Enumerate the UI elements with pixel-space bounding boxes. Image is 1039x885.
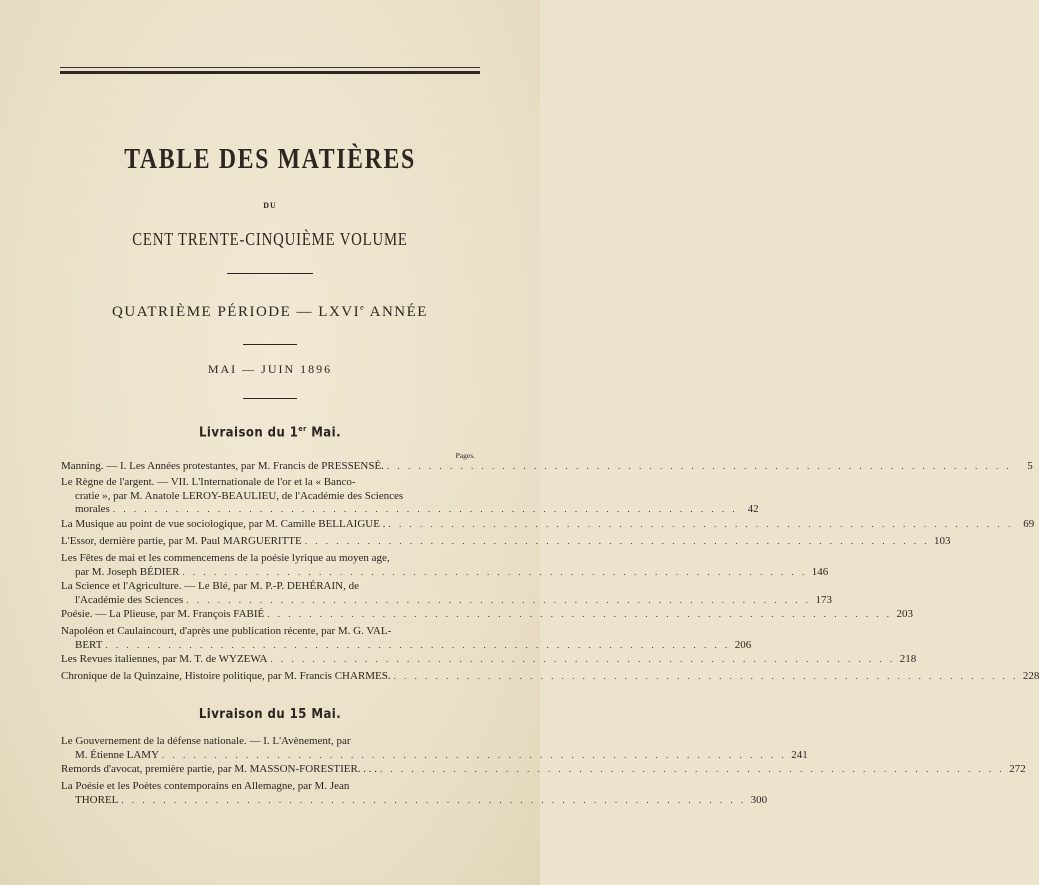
dot-leader: . . . . . . . . . . . . . . . . . . . . . . . . . . . . . . . . . . . . . . . . . . . . . . . . . . . . . . . . . . . . [304, 536, 930, 546]
toc-entry-line [61, 763, 1026, 777]
toc-entry-text: Le Gouvernement de la défense nationale. — I. L'Avènement, par [61, 735, 351, 747]
toc-entry-line [61, 625, 477, 639]
livraison-1-sup: er [298, 425, 307, 433]
du-label: DU [263, 201, 277, 210]
pages-label: Pages. [455, 451, 475, 460]
dot-leader: . . . . . . . . . . . . . . . . . . . . . . . . . . . . . . . . . . . . . . . . . . . . . . . . . . . . . . . . . . . . [186, 594, 812, 605]
toc-entry-line [61, 476, 477, 490]
toc-page-number: 300 [750, 793, 768, 806]
toc-entry-line [61, 638, 752, 653]
top-rule-thick [60, 71, 480, 74]
period-suffix: ANNÉE [365, 304, 428, 320]
toc-entry-text: L'Essor, dernière partie, par M. Paul MARGUERITTE [61, 535, 302, 547]
toc-page-number: 103 [933, 535, 951, 547]
toc-entry [61, 780, 768, 807]
toc-entry-line [61, 503, 759, 517]
dot-leader: . . . . . . . . . . . . . . . . . . . . . . . . . . . . . . . . . . . . . . . . . . . . . . . . . . . . . . . . . . . . [388, 519, 1014, 529]
toc-entry-text: l'Académie des Sciences [75, 593, 184, 606]
toc-page-number: 272 [1009, 763, 1026, 775]
toc-entry [61, 625, 752, 652]
top-rule-thin [60, 67, 480, 68]
toc-page-number: 241 [791, 748, 808, 761]
toc-page-number: 42 [747, 503, 759, 515]
toc-page-number: 69 [1023, 518, 1035, 530]
dot-leader: . . . . . . . . . . . . . . . . . . . . . . . . . . . . . . . . . . . . . . . . . . . . . . . . . . . . . . . . . . . . [112, 504, 738, 514]
livraison-1-suffix: Mai. [306, 425, 342, 441]
toc-entry-line [61, 580, 477, 594]
toc-entry-text: THOREL [75, 793, 119, 806]
divider-2 [243, 344, 297, 345]
toc-entry-line [61, 653, 917, 667]
toc-entry-line [61, 552, 477, 566]
page-title: TABLE DES MATIÈRES [124, 143, 416, 175]
toc-entry [61, 608, 914, 622]
toc-entry-text: Les Revues italiennes, par M. T. de WYZEWA [61, 653, 268, 665]
toc-entry-text: Napoléon et Caulaincourt, d'après une publication récente, par M. G. VAL- [61, 625, 392, 637]
toc-entry-text: La Science et l'Agriculture. — Le Blé, par M. P.-P. DEHÉRAIN, de [61, 580, 359, 592]
toc-entry [61, 476, 759, 517]
dot-leader: . . . . . . . . . . . . . . . . . . . . . . . . . . . . . . . . . . . . . . . . . . . . . . . . . . . . . . . . . . . . [105, 639, 731, 650]
toc-entry-text: Les Fêtes de mai et les commencemens de la poésie lyrique au moyen age, [61, 552, 390, 564]
period-sup: e [360, 303, 366, 312]
toc-entry-text: morales [75, 503, 110, 515]
toc-page-number: 146 [811, 565, 829, 578]
dot-leader: . . . . . . . . . . . . . . . . . . . . . . . . . . . . . . . . . . . . . . . . . . . . . . . . . . . . . . . . . . . . [182, 566, 808, 577]
dot-leader: . . . . . . . . . . . . . . . . . . . . . . . . . . . . . . . . . . . . . . . . . . . . . . . . . . . . . . . . . . . . [162, 749, 787, 760]
toc-entry-text: M. Étienne LAMY [75, 748, 160, 761]
divider-1 [227, 273, 313, 274]
toc-entry-line [61, 593, 833, 608]
toc-page-number: 5 [1027, 460, 1033, 472]
toc-entry-line [61, 518, 1035, 532]
toc-entry-line [61, 780, 477, 794]
toc-entry-line [61, 535, 951, 549]
toc-page-number: 228 [1022, 670, 1039, 682]
toc-entry [61, 670, 1039, 684]
toc-entry-text: BERT [75, 638, 103, 651]
toc-entry-text: Manning. — I. Les Années protestantes, par M. Francis de PRESSENSÉ. [61, 460, 384, 472]
period-line [0, 303, 540, 321]
dot-leader: . . . . . . . . . . . . . . . . . . . . . . . . . . . . . . . . . . . . . . . . . . . . . . . . . . . . . . . . . . . . [267, 609, 893, 619]
toc-entry-line [61, 608, 914, 622]
toc-page-number: 203 [896, 608, 914, 620]
livraison-1-prefix: Livraison du 1 [198, 425, 299, 441]
toc-entry-line [61, 565, 829, 580]
toc-entry [61, 580, 833, 607]
toc-entry-line [61, 670, 1039, 684]
dot-leader: . . . . . . . . . . . . . . . . . . . . . . . . . . . . . . . . . . . . . . . . . . . . . . . . . . . . . . . . . . . . [393, 671, 1019, 681]
dot-leader: . . . . . . . . . . . . . . . . . . . . . . . . . . . . . . . . . . . . . . . . . . . . . . . . . . . . . . . . . . . . [386, 461, 1012, 471]
livraison-heading-1 [27, 425, 513, 440]
toc-entry-line [61, 748, 808, 763]
livraison-heading-2: Livraison du 15 Mai. [198, 707, 342, 722]
toc-entry-text: La Musique au point de vue sociologique, par M. Camille BELLAIGUE . [61, 518, 386, 530]
toc-entry-text: Le Règne de l'argent. — VII. L'Internationale de l'or et la « Banco- [61, 476, 356, 488]
toc-entry [61, 518, 1035, 532]
toc-entry [61, 460, 1033, 474]
toc-entry [61, 735, 808, 762]
toc-entry [61, 552, 829, 579]
toc-entry-line [61, 460, 1033, 474]
period-prefix: QUATRIÈME PÉRIODE — LXVI [112, 304, 361, 320]
toc-entry [61, 763, 1026, 777]
toc-entry-text: cratie », par M. Anatole LEROY-BEAULIEU, de l'Académie des Sciences [75, 489, 404, 502]
toc-entry-text: Chronique de la Quinzaine, Histoire politique, par M. Francis CHARMES. [61, 670, 391, 682]
volume-subtitle: CENT TRENTE-CINQUIÈME VOLUME [132, 229, 408, 249]
toc-entry-line [61, 735, 477, 749]
toc-entry [61, 535, 951, 549]
toc-entry [61, 653, 917, 667]
toc-page-number: 218 [899, 653, 917, 665]
dot-leader: . . . . . . . . . . . . . . . . . . . . . . . . . . . . . . . . . . . . . . . . . . . . . . . . . . . . . . . . . . . . [121, 794, 747, 805]
toc-entry-line [61, 793, 768, 808]
dates-line: MAI — JUIN 1896 [207, 362, 333, 376]
toc-entry-text: Poésie. — La Plieuse, par M. François FABIÉ [61, 608, 265, 620]
toc-entry-text: Remords d'avocat, première partie, par M. MASSON-FORESTIER. . . . [61, 763, 378, 775]
dot-leader: . . . . . . . . . . . . . . . . . . . . . . . . . . . . . . . . . . . . . . . . . . . . . . . . . . . . . . . . . . . . [380, 764, 1005, 774]
toc-page-number: 206 [734, 638, 752, 651]
toc-entry-text: par M. Joseph BÉDIER [75, 565, 180, 578]
toc-entry-text: La Poésie et les Poètes contemporains en Allemagne, par M. Jean [61, 780, 350, 792]
divider-3 [243, 398, 297, 399]
toc-entry-line [61, 490, 477, 504]
toc-page-number: 173 [815, 593, 833, 606]
dot-leader: . . . . . . . . . . . . . . . . . . . . . . . . . . . . . . . . . . . . . . . . . . . . . . . . . . . . . . . . . . . . [270, 654, 896, 664]
